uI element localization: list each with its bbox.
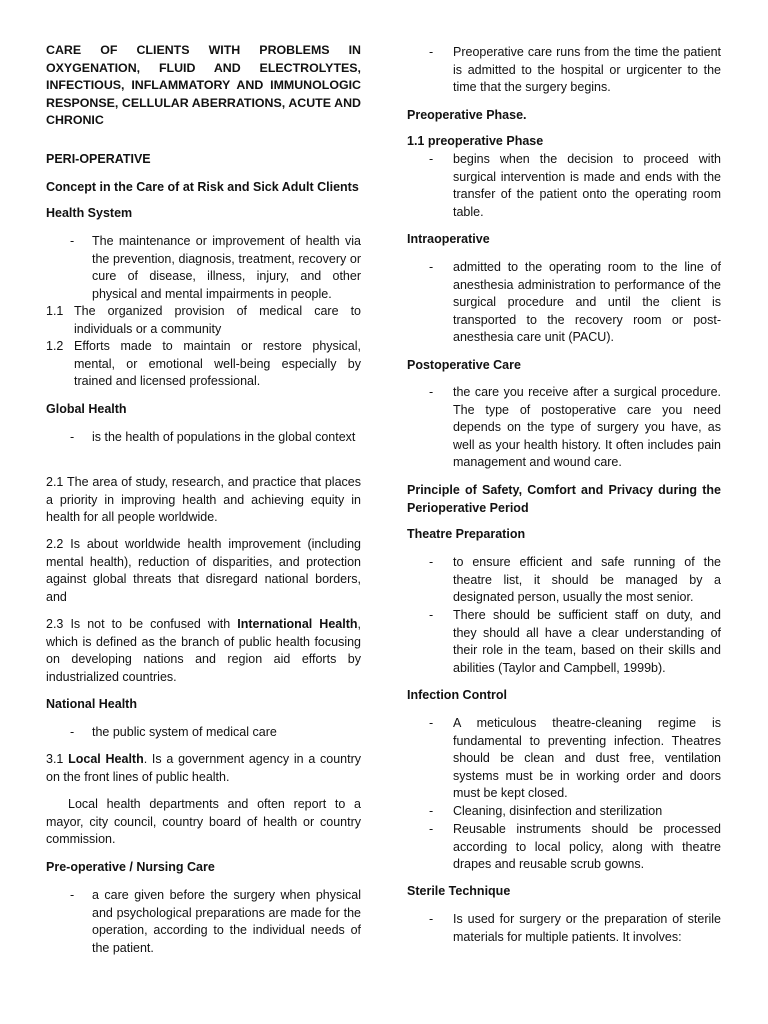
bullet-text: is the health of populations in the global context <box>92 430 356 444</box>
item-number: 1.1 <box>46 304 64 318</box>
bullet-text: admitted to the operating room to the line of anesthesia administration to performance of the surgical procedure and until the client is transported to the recovery room or post-anesthesia care unit (PACU). <box>453 260 721 345</box>
local-health-term: Local Health <box>68 752 144 766</box>
dash-marker: - <box>70 888 75 902</box>
bullet-text: Is used for surgery or the preparation of sterile materials for multiple patients. It involves: <box>453 912 721 944</box>
intraoperative-heading: Intraoperative <box>407 232 490 246</box>
dash-marker: - <box>429 912 434 926</box>
dash-marker: - <box>70 430 75 444</box>
item-text: The organized provision of medical care to individuals or a community <box>74 304 361 336</box>
health-system-item <box>46 303 361 338</box>
infection-bullet <box>407 715 721 803</box>
health-system-heading: Health System <box>46 206 133 220</box>
bullet-text: Cleaning, disinfection and sterilization <box>453 804 663 818</box>
postoperative-bullet <box>407 384 721 472</box>
preop-phase-1-1-heading: 1.1 preoperative Phase <box>407 134 544 148</box>
infection-control-heading: Infection Control <box>407 688 507 702</box>
postoperative-heading: Postoperative Care <box>407 358 521 372</box>
intraoperative-bullet <box>407 259 721 347</box>
global-health-paragraph-2-1: 2.1 The area of study, research, and practice that places a priority in improving health and achieving equity in health for all people worldwide. <box>46 475 361 525</box>
preop-phase-heading: Preoperative Phase. <box>407 108 527 122</box>
preop-care-bullet <box>407 44 721 97</box>
health-system-bullet <box>46 233 361 303</box>
dash-marker: - <box>429 804 434 818</box>
dash-marker: - <box>429 822 434 836</box>
sterile-technique-heading: Sterile Technique <box>407 884 511 898</box>
bullet-text: Preoperative care runs from the time the patient is admitted to the hospital or urgicenter to the time that the surgery begins. <box>453 45 721 95</box>
infection-bullet <box>407 821 721 874</box>
preop-nursing-heading: Pre-operative / Nursing Care <box>46 860 215 874</box>
dash-marker: - <box>429 608 434 622</box>
dash-marker: - <box>70 234 75 248</box>
bullet-text: The maintenance or improvement of health via the prevention, diagnosis, treatment, recovery or cure of disease, illness, injury, and other physical and mental impairments in people. <box>92 234 361 301</box>
bullet-text: the public system of medical care <box>92 725 277 739</box>
global-health-paragraph-2-2: 2.2 Is about worldwide health improvement (including mental health), reduction of disparities, and protection against global threats that disregard national borders, and <box>46 537 361 604</box>
concept-heading: Concept in the Care of at Risk and Sick Adult Clients <box>46 180 359 194</box>
preop-phase-bullet <box>407 151 721 221</box>
health-system-item <box>46 338 361 391</box>
global-health-bullet <box>46 429 361 447</box>
dash-marker: - <box>429 260 434 274</box>
bullet-text: There should be sufficient staff on duty, and they should all have a clear understanding of their role in the team, based on their skills and abilities (Taylor and Campbell, 1999b). <box>453 608 721 675</box>
item-number: 1.2 <box>46 339 64 353</box>
national-health-heading: National Health <box>46 697 137 711</box>
principle-heading: Principle of Safety, Comfort and Privacy during the Perioperative Period <box>407 483 721 515</box>
document-title: CARE OF CLIENTS WITH PROBLEMS IN OXYGENATION, FLUID AND ELECTROLYTES, INFECTIOUS, INFLAMMATORY AND IMMUNOLOGIC RESPONSE, CELLULAR ABERRATIONS, ACUTE AND CHRONIC <box>46 43 361 128</box>
bullet-text: to ensure efficient and safe running of the theatre list, it should be managed by a designated person, usually the most senior. <box>453 555 721 605</box>
international-health-term: International Health <box>237 617 358 631</box>
bullet-text: a care given before the surgery when physical and psychological preparations are made for the operation, according to the individual needs of the patient. <box>92 888 361 955</box>
bullet-text: Reusable instruments should be processed according to local policy, along with theatre drapes and reusable scrub gowns. <box>453 822 721 872</box>
dash-marker: - <box>70 725 75 739</box>
bullet-text: begins when the decision to proceed with surgical intervention is made and ends with the transfer of the patient onto the operating room table. <box>453 152 721 219</box>
dash-marker: - <box>429 45 434 59</box>
dash-marker: - <box>429 385 434 399</box>
peri-operative-heading: PERI-OPERATIVE <box>46 152 151 166</box>
bullet-text: A meticulous theatre-cleaning regime is fundamental to preventing infection. Theatres should be clean and dust free, ventilation systems must be in working order and doors must be kept closed. <box>453 716 721 801</box>
theatre-bullet <box>407 554 721 607</box>
global-health-paragraph-2-3: 2.3 Is not to be confused with International Health, which is defined as the branch of public health focusing on developing nations and region aid efforts by industrialized countries. <box>46 617 361 684</box>
infection-bullet <box>407 803 721 821</box>
theatre-bullet <box>407 607 721 677</box>
sterile-bullet <box>407 911 721 946</box>
local-departments-paragraph: Local health departments and often report to a mayor, city council, country board of health or country commission. <box>46 797 361 847</box>
dash-marker: - <box>429 152 434 166</box>
national-health-bullet <box>46 724 361 742</box>
global-health-heading: Global Health <box>46 402 127 416</box>
dash-marker: - <box>429 555 434 569</box>
theatre-preparation-heading: Theatre Preparation <box>407 527 526 541</box>
item-text: Efforts made to maintain or restore physical, mental, or emotional well-being especially by trained and licensed professional. <box>74 339 361 389</box>
preop-nursing-bullet <box>46 887 361 957</box>
bullet-text: the care you receive after a surgical procedure. The type of postoperative care you need depends on the type of surgery you have, as well as your health history. It often includes pain management and wound care. <box>453 385 721 470</box>
local-health-paragraph: 3.1 Local Health. Is a government agency in a country on the front lines of public health. <box>46 752 362 784</box>
dash-marker: - <box>429 716 434 730</box>
